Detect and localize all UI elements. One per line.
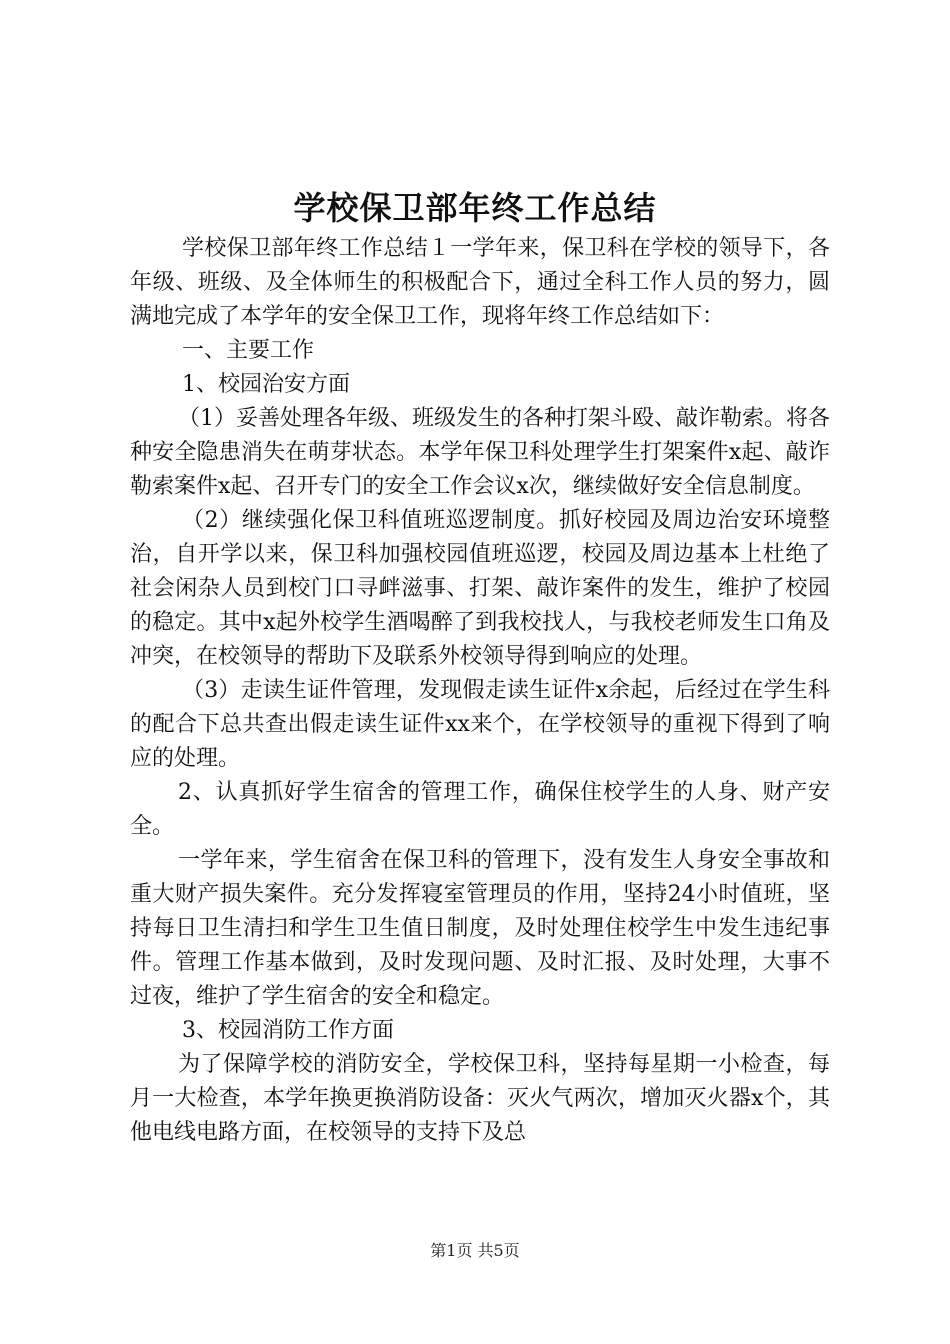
- paragraph-fire-safety: 为了保障学校的消防安全，学校保卫科，坚持每星期一小检查，每月一大检查，本学年换更换消防设备：灭火气两次，增加灭火器x个，其他电线电路方面，在校领导的支持下及总: [130, 1052, 830, 1145]
- heading-main-work: 一、主要工作: [182, 338, 315, 363]
- paragraph-item-3: （3）走读生证件管理，发现假走读生证件x余起，后经过在学生科的配合下总共查出假走读生证件xx来个，在学校领导的重视下得到了响应的处理。: [130, 678, 830, 771]
- paragraph-item-2: （2）继续强化保卫科值班巡逻制度。抓好校园及周边治安环境整治，自开学以来，保卫科加强校园值班巡逻，校园及周边基本上杜绝了社会闲杂人员到校门口寻衅滋事、打架、敲诈案件的发生，维护了校园的稳定。其中x起外校学生酒喝醉了到我校找人，与我校老师发生口角及冲突，在校领导的帮助下及联系外校领导得到响应的处理。: [130, 508, 830, 669]
- paragraph-item-1: （1）妥善处理各年级、班级发生的各种打架斗殴、敲诈勒索。将各种安全隐患消失在萌芽状态。本学年保卫科处理学生打架案件x起、敲诈勒索案件x起、召开专门的安全工作会议x次，继续做好安全信息制度。: [130, 406, 830, 499]
- document-body: [130, 232, 830, 1150]
- paragraph-dormitory: 一学年来，学生宿舍在保卫科的管理下，没有发生人身安全事故和重大财产损失案件。充分发挥寝室管理员的作用，坚持24小时值班，坚持每日卫生清扫和学生卫生值日制度，及时处理住校学生中发生违纪事件。管理工作基本做到，及时发现问题、及时汇报、及时处理，大事不过夜，维护了学生宿舍的安全和稳定。: [130, 848, 830, 1009]
- paragraph-intro: 学校保卫部年终工作总结１一学年来，保卫科在学校的领导下，各年级、班级、及全体师生的积极配合下，通过全科工作人员的努力，圆满地完成了本学年的安全保卫工作，现将年终工作总结如下：: [130, 236, 830, 329]
- heading-campus-security: 1、校园治安方面: [182, 372, 350, 397]
- document-title: 学校保卫部年终工作总结: [293, 189, 657, 227]
- page-number: 第1页 共5页: [430, 1241, 520, 1260]
- heading-fire-safety: 3、校园消防工作方面: [182, 1018, 394, 1043]
- heading-dormitory: 2、认真抓好学生宿舍的管理工作，确保住校学生的人身、财产安全。: [130, 780, 830, 839]
